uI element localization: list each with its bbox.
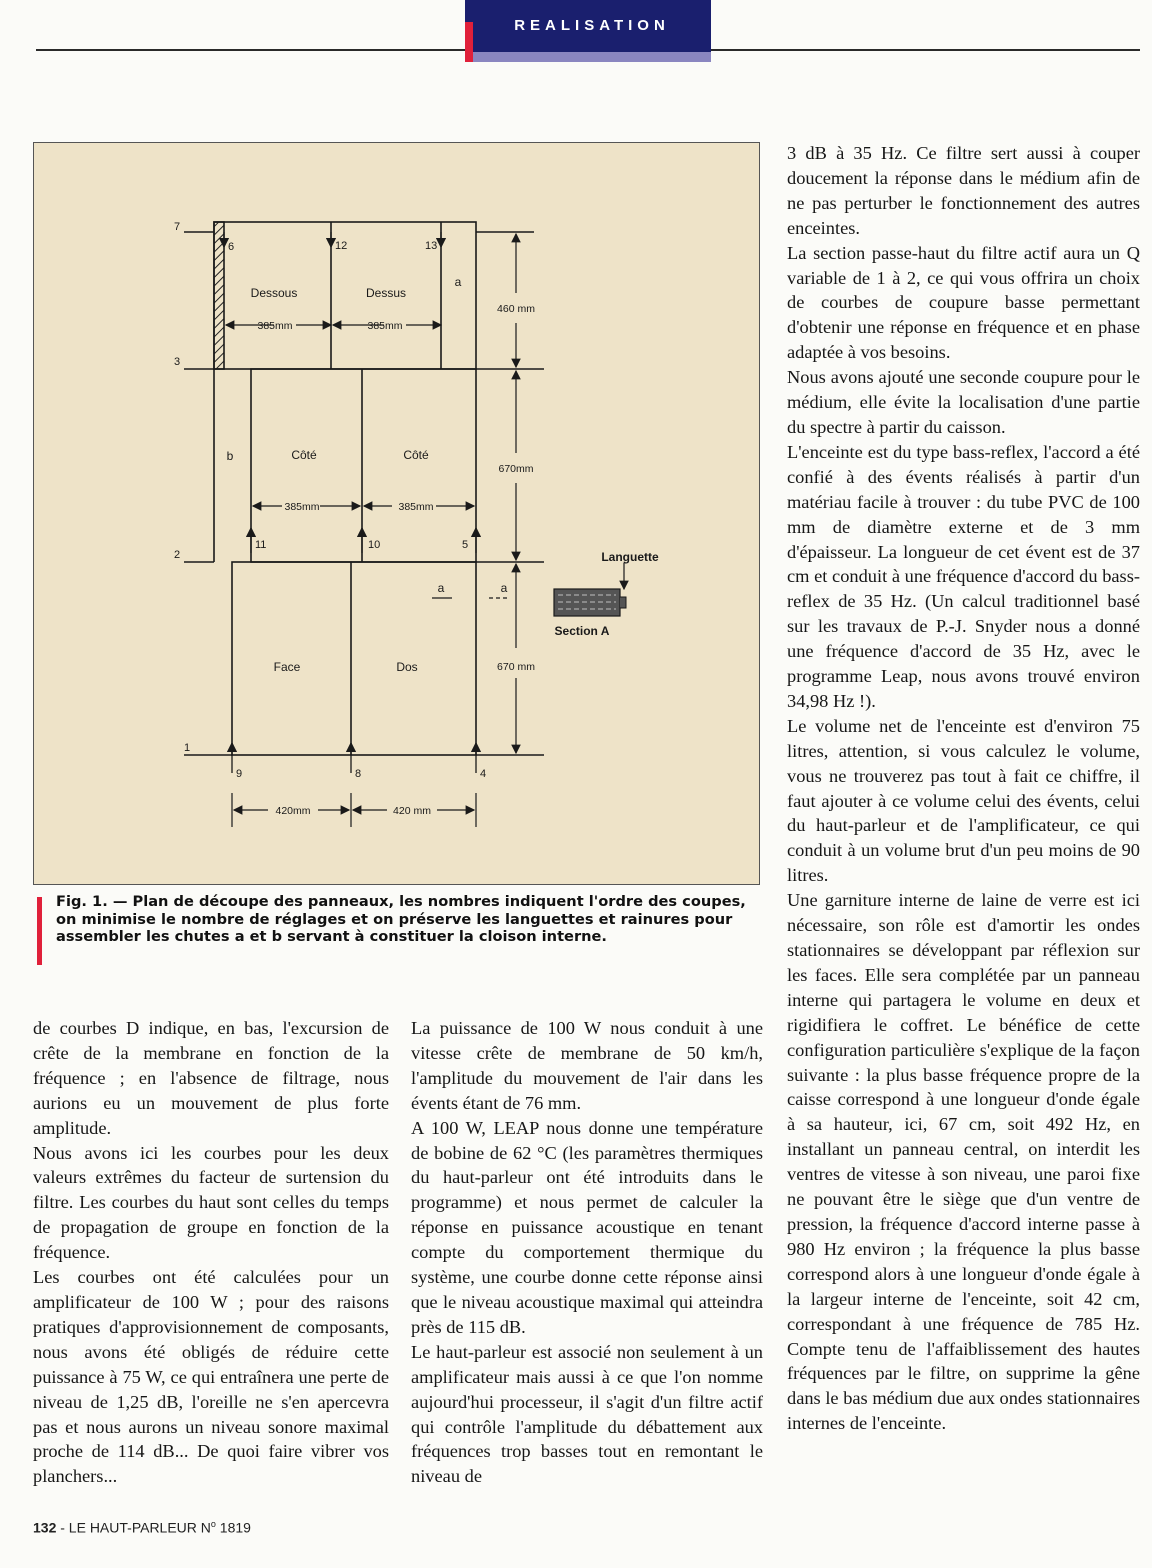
issue-prefix: o [210, 1519, 216, 1529]
cut-number-8: 8 [355, 768, 362, 780]
label-cote-2: Côté [403, 448, 429, 462]
paragraph: Les courbes ont été calculées pour un amplificateur de 100 W ; pour des raisons pratiques d'approvisionnement de composants, nous avons été obligés de réduire cette puissance à 75 W, ce qui entraînera une perte de niveau de 1,25 dB, l'oreille ne s'en apercevra pas et nous aurons un niveau sonore maximal proche de 114 dB... De quoi faire vibrer vos planchers... [33, 1267, 389, 1487]
dim-420-2: 420 mm [393, 805, 431, 817]
dim-385-1: 385mm [257, 320, 293, 332]
label-a-top: a [454, 275, 462, 289]
dim-385-2: 385mm [367, 320, 403, 332]
dim-670-1: 670mm [498, 463, 534, 475]
cut-number-13: 13 [425, 240, 438, 252]
page-footer [33, 1519, 251, 1536]
section-label: REALISATION [514, 17, 670, 34]
paragraph: Nous avons ici les courbes pour les deux valeurs extrêmes du facteur de surtension du filtre. Les courbes du haut sont celles du temps de propagation de groupe en fonction de la fréquence. [33, 1142, 389, 1263]
label-a-left: a [437, 581, 445, 595]
cut-number-9: 9 [236, 768, 243, 780]
paragraph: Une garniture interne de laine de verre est ici nécessaire, son rôle est d'amortir les ondes stationnaires se développant par réflexion sur les faces. Elle sera complétée par un panneau interne qui partagera le volume en deux et rigidifiera le coffret. Le bénéfice de cette configuration particulière s'explique de la façon suivante : la plus basse fréquence propre de la caisse correspond à une longueur d'onde égale à sa hauteur, ici, 67 cm, soit 492 Hz, en installant un panneau central, on interdit les ventres de vitesse à son niveau, une paroi fixe ne pouvant être le siège que d'un ventre de pression, la fréquence d'accord interne passe à 980 Hz environ ; la fréquence la plus basse correspond alors à une longueur d'onde égale à la largeur interne de l'enceinte, soit 42 cm, correspondant à une fréquence de 785 Hz. Compte tenu de l'affaiblissement des hautes fréquences par le filtre, on supprime la gêne dans le bas médium due aux ondes stationnaires internes de l'enceinte. [787, 890, 1140, 1434]
section-tab-underline [473, 52, 711, 62]
paragraph: de courbes D indique, en bas, l'excursion de crête de la membrane en fonction de la fréquence ; en l'absence de filtrage, nous aurions eu un mouvement de plus forte amplitude. [33, 1018, 389, 1138]
cut-number-4: 4 [480, 768, 487, 780]
languette-section [554, 563, 626, 616]
label-section-a: Section A [554, 624, 610, 638]
page-number: 132 [33, 1519, 57, 1536]
dimension-labels [257, 303, 535, 817]
label-dessous: Dessous [250, 286, 298, 300]
label-a-right: a [500, 581, 508, 595]
label-dos: Dos [396, 660, 418, 674]
label-b: b [226, 449, 234, 463]
cut-number-7: 7 [174, 221, 181, 233]
cutting-plan-diagram [34, 143, 761, 886]
hatched-strip [214, 222, 224, 369]
paragraph: Le volume net de l'enceinte est d'environ 75 litres, attention, si vous calculez le volume, vous ne trouverez pas tout à fait ce chiffre, il faut ajouter à ce volume celui des évents, celui du haut-parleur et de l'amplificateur, ce qui conduit à un volume brut d'un peu moins de 90 litres. [787, 715, 1140, 886]
dim-460: 460 mm [497, 303, 535, 315]
cut-number-11: 11 [255, 539, 267, 551]
dim-385-3: 385mm [284, 501, 320, 513]
column-right [787, 141, 1140, 1436]
cut-number-6: 6 [228, 241, 235, 253]
publication-name: - LE HAUT-PARLEUR N [56, 1519, 211, 1536]
cut-arrows [224, 232, 476, 773]
column-middle [411, 1016, 763, 1489]
label-languette: Languette [601, 550, 659, 564]
dim-420-1: 420mm [275, 805, 311, 817]
paragraph: L'enceinte est du type bass-reflex, l'accord a été confié à des évents réalisés à partir d'un matériau facile à trouver : du tube PVC de 100 mm de diamètre externe et de 3 mm d'épaisseur. La longueur de cet évent est de 37 cm et conduit à une fréquence d'accord du bass-reflex de 35 Hz. (Un calcul traditionnel basé sur les travaux de P.-J. Snyder nous a donné une fréquence d'accord de 35 Hz, avec le programme Leap, nous avons trouvé environ 34,98 Hz !). [787, 441, 1140, 711]
cut-number-5: 5 [462, 539, 469, 551]
label-face: Face [273, 660, 301, 674]
label-cote-1: Côté [291, 448, 317, 462]
paragraph: La puissance de 100 W nous conduit à une vitesse crête de membrane de 50 km/h, l'amplitude du mouvement de l'air dans les évents étant de 76 mm. [411, 1018, 763, 1113]
paragraph: Le haut-parleur est associé non seulement à un amplificateur mais aussi à ce que l'on nomme aujourd'hui processeur, il s'agit d'un filtre actif qui contrôle l'amplitude du débattement aux fréquences trop basses tout en remontant le niveau de [411, 1341, 763, 1487]
figure-caption: Fig. 1. — Plan de découpe des panneaux, les nombres indiquent l'ordre des coupes, on minimise le nombre de réglages et on préserve les languettes et rainures pour assembler les chutes a et b servant à constituer la cloison interne. [56, 893, 746, 945]
issue-number: 1819 [215, 1519, 251, 1536]
paragraph: Nous avons ajouté une seconde coupure pour le médium, elle évite la localisation d'une partie du spectre à partir du caisson. [787, 367, 1140, 437]
label-dessus: Dessus [365, 286, 407, 300]
cut-number-2: 2 [174, 549, 181, 561]
column-left [33, 1016, 389, 1489]
cut-number-12: 12 [335, 240, 348, 252]
paragraph: 3 dB à 35 Hz. Ce filtre sert aussi à couper doucement la réponse dans le médium afin de ne pas perturber le fonctionnement des autres enceintes. [787, 143, 1140, 238]
paragraph: La section passe-haut du filtre actif aura un Q variable de 1 à 2, ce qui vous offrira un choix de courbes de coupure basse permettant d'obtenir une réponse en fréquence et en phase adaptée à vos besoins. [787, 242, 1140, 363]
section-tab-accent [465, 22, 473, 62]
caption-accent-bar [37, 897, 42, 965]
figure-cutting-plan [33, 142, 760, 885]
paragraph: A 100 W, LEAP nous donne une température de bobine de 62 °C (les paramètres thermiques du haut-parleur ont été introduits dans le programme) et nous permet de calculer la réponse en puissance acoustique en tenant compte du comportement thermique du système, une courbe donne cette réponse ainsi que le niveau acoustique maximal qui atteindra près de 115 dB. [411, 1117, 763, 1337]
dim-385-4: 385mm [398, 501, 434, 513]
cut-number-1: 1 [184, 742, 191, 754]
dim-670-2: 670 mm [497, 661, 535, 673]
cut-number-10: 10 [368, 539, 381, 551]
cut-number-3: 3 [174, 356, 181, 368]
panel-outlines [184, 222, 544, 755]
